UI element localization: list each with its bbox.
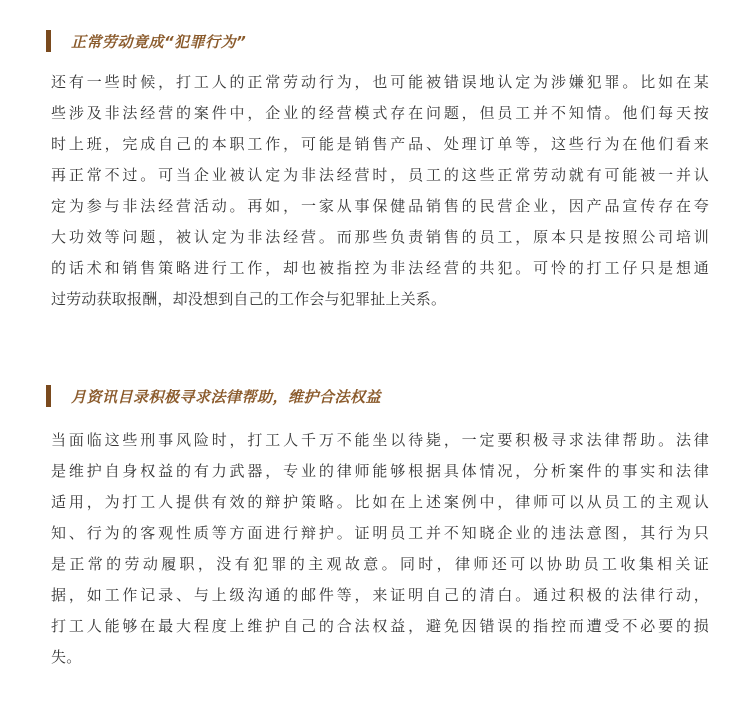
body-line: 适用，为打工人提供有效的辩护策略。比如在上述案例中，律师可以从员工的主观认 xyxy=(51,493,709,511)
body-line: 还有一些时候，打工人的正常劳动行为，也可能被错误地认定为涉嫌犯罪。比如在某 xyxy=(51,73,709,91)
heading-accent-bar xyxy=(46,30,51,52)
body-line: 时上班，完成自己的本职工作，可能是销售产品、处理订单等，这些行为在他们看来 xyxy=(51,135,709,153)
body-line: 大功效等问题，被认定为非法经营。而那些负责销售的员工，原本只是按照公司培训 xyxy=(51,228,709,246)
section-title-2: 月资讯目录积极寻求法律帮助，维护合法权益 xyxy=(71,387,382,406)
body-line: 打工人能够在最大程度上维护自己的合法权益，避免因错误的指控而遭受不必要的损 xyxy=(51,617,709,635)
body-line: 定为参与非法经营活动。再如，一家从事保健品销售的民营企业，因产品宣传存在夸 xyxy=(51,197,709,215)
section-heading-2 xyxy=(46,385,381,407)
section-body-2 xyxy=(51,425,709,673)
section-title-1: 正常劳动竟成“犯罪行为” xyxy=(71,32,247,51)
body-line: 据，如工作记录、与上级沟通的邮件等，来证明自己的清白。通过积极的法律行动， xyxy=(51,586,709,604)
body-line: 些涉及非法经营的案件中，企业的经营模式存在问题，但员工并不知情。他们每天按 xyxy=(51,104,709,122)
body-line: 知、行为的客观性质等方面进行辩护。证明员工并不知晓企业的违法意图，其行为只 xyxy=(51,524,709,542)
section-heading-1 xyxy=(46,30,246,52)
body-line: 的话术和销售策略进行工作，却也被指控为非法经营的共犯。可怜的打工仔只是想通 xyxy=(51,259,709,277)
section-body-1 xyxy=(51,67,709,315)
body-line: 是正常的劳动履职，没有犯罪的主观故意。同时，律师还可以协助员工收集相关证 xyxy=(51,555,709,573)
heading-accent-bar xyxy=(46,385,51,407)
body-line: 失。 xyxy=(51,648,82,666)
body-line: 再正常不过。可当企业被认定为非法经营时，员工的这些正常劳动就有可能被一并认 xyxy=(51,166,709,184)
body-line: 过劳动获取报酬，却没想到自己的工作会与犯罪扯上关系。 xyxy=(51,290,447,308)
body-line: 当面临这些刑事风险时，打工人千万不能坐以待毙，一定要积极寻求法律帮助。法律 xyxy=(51,431,709,449)
body-line: 是维护自身权益的有力武器，专业的律师能够根据具体情况，分析案件的事实和法律 xyxy=(51,462,709,480)
